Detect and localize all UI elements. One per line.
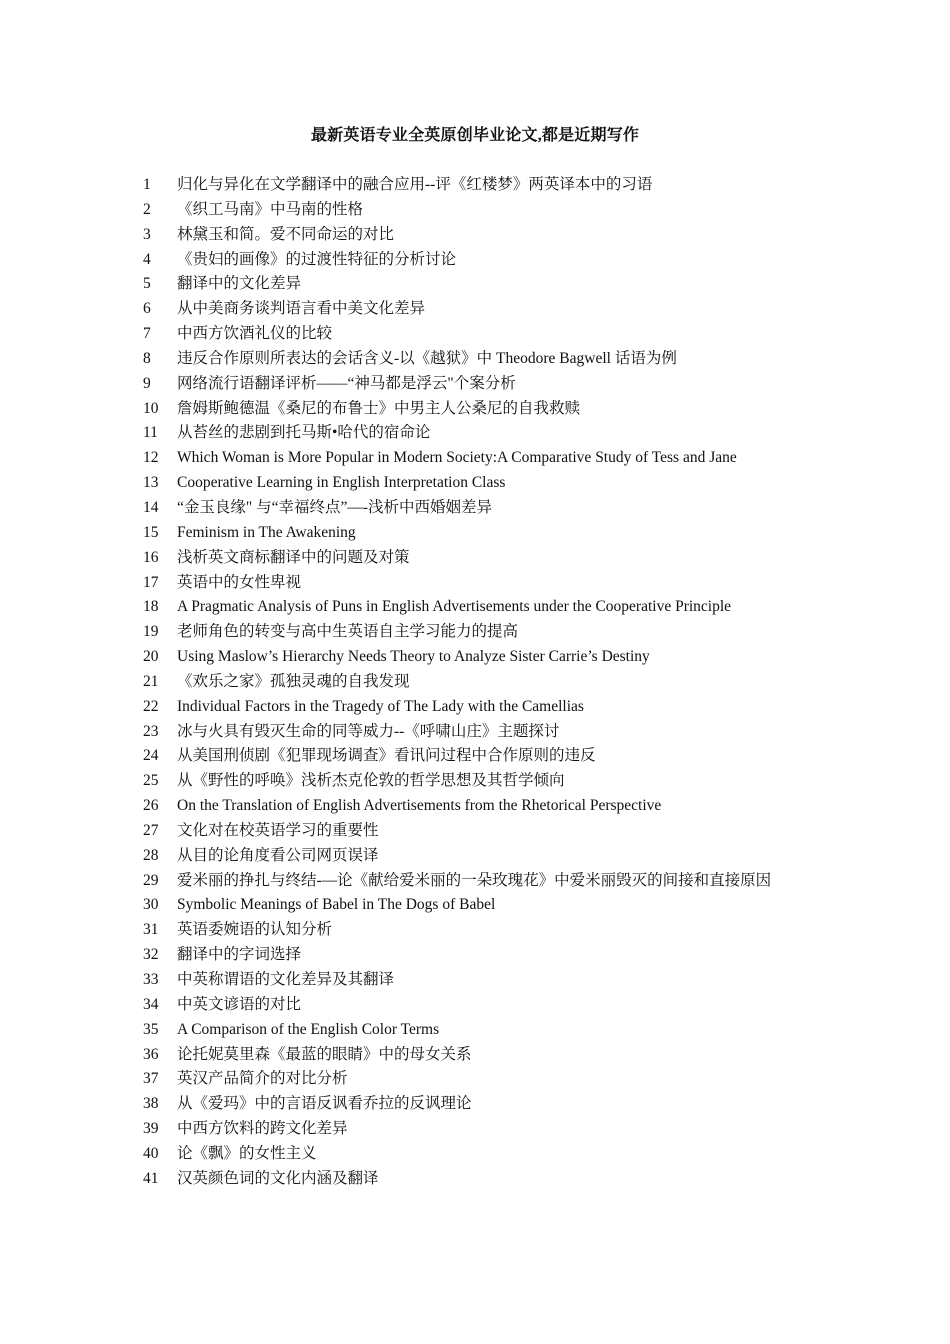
list-item xyxy=(143,1167,823,1192)
item-number: 26 xyxy=(143,797,159,815)
item-title: 詹姆斯鲍德温《桑尼的布鲁士》中男主人公桑尼的自我救赎 xyxy=(177,399,581,417)
item-title: 《欢乐之家》孤独灵魂的自我发现 xyxy=(177,672,410,690)
list-item xyxy=(143,521,823,546)
item-number: 3 xyxy=(143,225,151,243)
list-item xyxy=(143,645,823,670)
item-title: 《贵妇的画像》的过渡性特征的分析讨论 xyxy=(177,250,457,268)
item-title: A Comparison of the English Color Terms xyxy=(177,1020,440,1038)
item-title: 中英文谚语的对比 xyxy=(177,995,302,1013)
list-item xyxy=(143,1117,823,1142)
list-item xyxy=(143,1092,823,1117)
item-title: 从美国刑侦剧《犯罪现场调查》看讯问过程中合作原则的违反 xyxy=(177,747,596,765)
item-title: 英语中的女性卑视 xyxy=(177,573,302,591)
list-item xyxy=(143,496,823,521)
list-item xyxy=(143,173,823,198)
item-title: Feminism in The Awakening xyxy=(177,523,356,541)
list-item xyxy=(143,1043,823,1068)
item-title: 从《爱玛》中的言语反讽看乔拉的反讽理论 xyxy=(177,1095,472,1113)
item-title: A Pragmatic Analysis of Puns in English Advertisements under the Cooperative Principle xyxy=(177,598,732,616)
item-title: 文化对在校英语学习的重要性 xyxy=(177,821,379,839)
list-item xyxy=(143,794,823,819)
item-number: 17 xyxy=(143,573,159,591)
item-number: 32 xyxy=(143,946,159,964)
item-number: 9 xyxy=(143,374,151,392)
list-item xyxy=(143,769,823,794)
list-item xyxy=(143,844,823,869)
item-title: Cooperative Learning in English Interpretation Class xyxy=(177,474,506,492)
item-title: 冰与火具有毁灭生命的同等威力--《呼啸山庄》主题探讨 xyxy=(177,722,560,740)
item-number: 39 xyxy=(143,1120,159,1138)
item-title: Symbolic Meanings of Babel in The Dogs of Babel xyxy=(177,896,496,914)
list-item xyxy=(143,1142,823,1167)
item-title: 中西方饮料的跨文化差异 xyxy=(177,1120,348,1138)
item-number: 12 xyxy=(143,449,159,467)
item-number: 34 xyxy=(143,995,159,1013)
list-item xyxy=(143,272,823,297)
item-title: 归化与异化在文学翻译中的融合应用--评《红楼梦》两英译本中的习语 xyxy=(177,176,653,193)
list-item xyxy=(143,968,823,993)
list-item xyxy=(143,546,823,571)
list-item xyxy=(143,1018,823,1043)
item-title: 中西方饮酒礼仪的比较 xyxy=(177,325,333,343)
item-number: 28 xyxy=(143,846,159,864)
item-number: 36 xyxy=(143,1045,159,1063)
item-number: 30 xyxy=(143,896,159,914)
item-number: 6 xyxy=(143,300,151,318)
item-number: 21 xyxy=(143,672,159,690)
list-item xyxy=(143,471,823,496)
item-number: 15 xyxy=(143,523,159,541)
item-number: 22 xyxy=(143,697,159,715)
item-title: 老师角色的转变与高中生英语自主学习能力的提高 xyxy=(177,623,519,641)
item-title: 论《飘》的女性主义 xyxy=(177,1144,317,1162)
item-number: 35 xyxy=(143,1020,159,1038)
item-number: 11 xyxy=(143,424,158,442)
document-title: 最新英语专业全英原创毕业论文,都是近期写作 xyxy=(310,127,640,144)
list-item xyxy=(143,695,823,720)
item-title: 从《野性的呼唤》浅析杰克伦敦的哲学思想及其哲学倾向 xyxy=(177,772,565,790)
item-title: 英汉产品简介的对比分析 xyxy=(177,1070,348,1088)
list-item xyxy=(143,744,823,769)
item-number: 19 xyxy=(143,623,159,641)
item-title: 翻译中的文化差异 xyxy=(177,275,302,293)
item-title: 论托妮莫里森《最蓝的眼睛》中的母女关系 xyxy=(177,1045,472,1063)
item-number: 24 xyxy=(143,747,159,765)
list-item xyxy=(143,372,823,397)
item-title: 《织工马南》中马南的性格 xyxy=(177,200,364,218)
item-number: 2 xyxy=(143,200,151,218)
list-item xyxy=(143,322,823,347)
item-number: 23 xyxy=(143,722,159,740)
item-number: 1 xyxy=(143,176,151,193)
item-title: On the Translation of English Advertisements from the Rhetorical Perspective xyxy=(177,797,662,815)
item-number: 7 xyxy=(143,325,151,343)
list-item xyxy=(143,993,823,1018)
list-item xyxy=(143,869,823,894)
list-item xyxy=(143,893,823,918)
list-item xyxy=(143,595,823,620)
item-number: 13 xyxy=(143,474,159,492)
list-item xyxy=(143,720,823,745)
item-number: 8 xyxy=(143,349,151,367)
item-number: 27 xyxy=(143,821,159,839)
item-title: “金玉良缘" 与“幸福终点”—-浅析中西婚姻差异 xyxy=(177,498,493,516)
item-title: 浅析英文商标翻译中的问题及对策 xyxy=(177,548,410,566)
item-number: 14 xyxy=(143,498,159,516)
item-number: 37 xyxy=(143,1070,159,1088)
item-number: 5 xyxy=(143,275,151,293)
list-item xyxy=(143,347,823,372)
item-title: 林黛玉和简。爱不同命运的对比 xyxy=(177,225,395,243)
item-number: 4 xyxy=(143,250,151,268)
item-title: 从目的论角度看公司网页误译 xyxy=(177,846,379,864)
item-title: Individual Factors in the Tragedy of The Lady with the Camellias xyxy=(177,697,584,715)
item-number: 41 xyxy=(143,1169,159,1187)
item-number: 29 xyxy=(143,871,159,889)
list-item xyxy=(143,297,823,322)
item-title: 网络流行语翻译评析——“神马都是浮云"个案分析 xyxy=(177,374,516,392)
item-number: 16 xyxy=(143,548,159,566)
item-title: Which Woman is More Popular in Modern Society:A Comparative Study of Tess and Jane xyxy=(177,449,737,467)
item-number: 10 xyxy=(143,399,159,417)
item-title: 违反合作原则所表达的会话含义-以《越狱》中 Theodore Bagwell 话语为例 xyxy=(177,349,677,367)
thesis-title-list xyxy=(143,173,823,1192)
item-number: 33 xyxy=(143,971,159,988)
item-title: 中英称谓语的文化差异及其翻译 xyxy=(177,971,395,988)
list-item xyxy=(143,918,823,943)
item-number: 18 xyxy=(143,598,159,616)
item-title: 汉英颜色词的文化内涵及翻译 xyxy=(177,1169,379,1187)
item-number: 20 xyxy=(143,648,159,666)
list-item xyxy=(143,446,823,471)
list-item xyxy=(143,670,823,695)
item-title: 从中美商务谈判语言看中美文化差异 xyxy=(177,300,426,318)
item-title: 从苔丝的悲剧到托马斯•哈代的宿命论 xyxy=(177,424,431,442)
item-title: 翻译中的字词选择 xyxy=(177,946,302,964)
item-number: 40 xyxy=(143,1144,159,1162)
list-item xyxy=(143,397,823,422)
list-item xyxy=(143,819,823,844)
list-item xyxy=(143,571,823,596)
list-item xyxy=(143,248,823,273)
item-number: 25 xyxy=(143,772,159,790)
item-title: 英语委婉语的认知分析 xyxy=(177,921,333,939)
list-item xyxy=(143,223,823,248)
item-title: Using Maslow’s Hierarchy Needs Theory to Analyze Sister Carrie’s Destiny xyxy=(177,648,650,666)
item-number: 31 xyxy=(143,921,159,939)
list-item xyxy=(143,198,823,223)
list-item xyxy=(143,1067,823,1092)
list-item xyxy=(143,421,823,446)
item-title: 爱米丽的挣扎与终结-—论《献给爱米丽的一朵玫瑰花》中爱米丽毁灭的间接和直接原因 xyxy=(177,871,772,889)
list-item xyxy=(143,943,823,968)
list-item xyxy=(143,620,823,645)
item-number: 38 xyxy=(143,1095,159,1113)
